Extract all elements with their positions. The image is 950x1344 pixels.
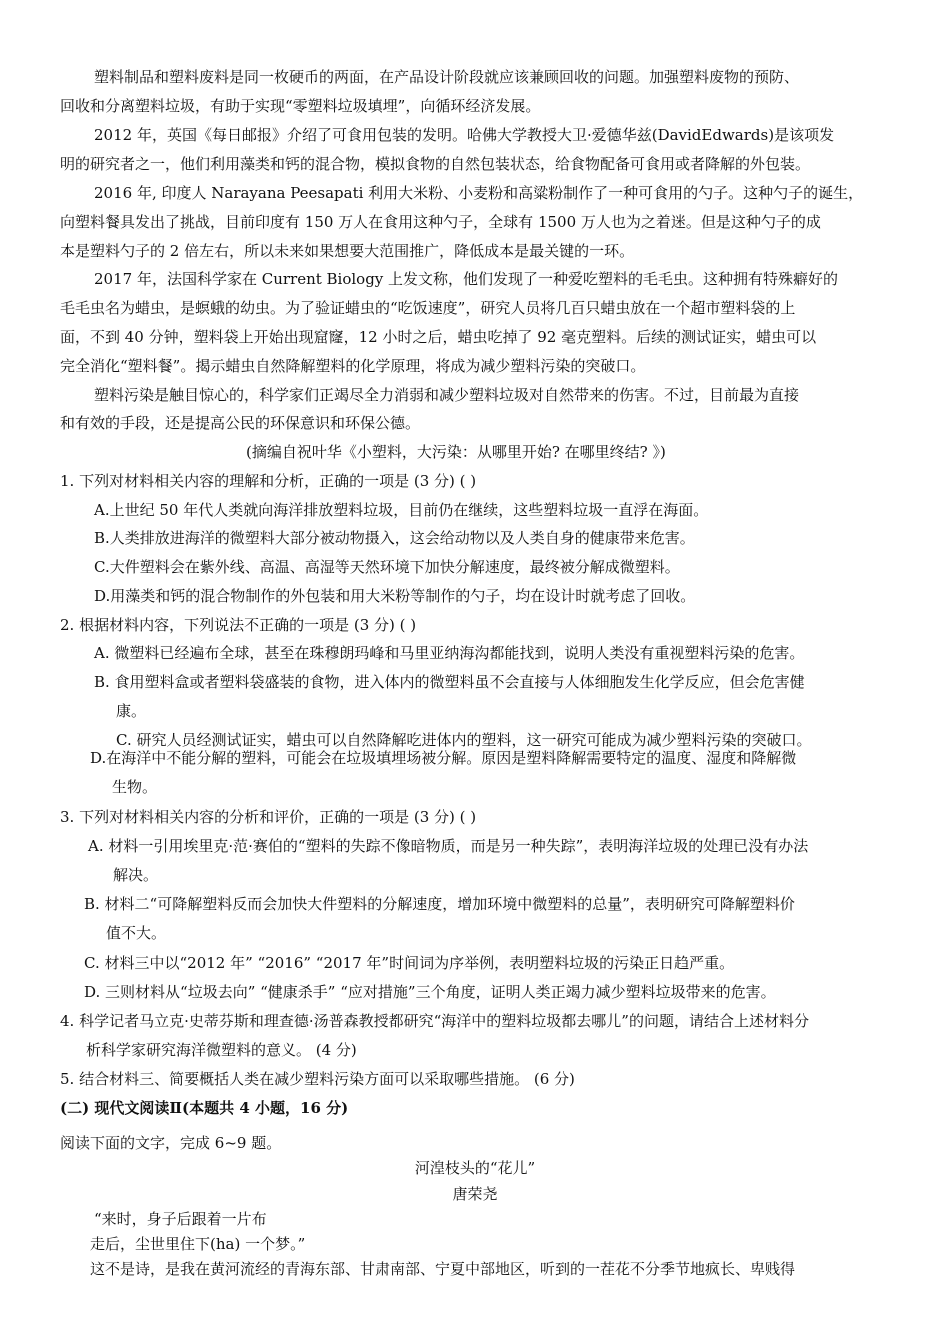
question-3-stem: 3. 下列对材料相关内容的分析和评价，正确的一项是 (3 分) ( ) <box>60 808 477 826</box>
story-verse-line: “来时，身子后跟着一片布 <box>94 1210 267 1228</box>
question-1-stem: 1. 下列对材料相关内容的理解和分析，正确的一项是 (3 分) ( ) <box>60 472 477 490</box>
q3-option-d: D. 三则材料从“垃圾去向” “健康杀手” “应对措施”三个角度，证明人类正竭力减少塑料垃圾带来的危害。 <box>84 983 776 1001</box>
q2-option-a: A. 微塑料已经遍布全球，甚至在珠穆朗玛峰和马里亚纳海沟都能找到，说明人类没有重视塑料污染的危害。 <box>94 644 805 662</box>
passage-line: 2017 年，法国科学家在 Current Biology 上发文称，他们发现了一种爱吃塑料的毛毛虫。这种拥有特殊癖好的 <box>94 270 839 288</box>
passage-line: 完全消化“塑料餐”。揭示蜡虫自然降解塑料的化学原理，将成为减少塑料污染的突破口。 <box>60 357 646 375</box>
q3-option-c: C. 材料三中以“2012 年” “2016” “2017 年”时间词为序举例，表明塑料垃圾的污染正日趋严重。 <box>84 954 735 972</box>
passage-line: 回收和分离塑料垃圾，有助于实现“零塑料垃圾填埋”，向循环经济发展。 <box>60 97 541 115</box>
passage-line: 2016 年, 印度人 Narayana Peesapati 利用大米粉、小麦粉和高粱粉制作了一种可食用的勺子。这种勺子的诞生， <box>94 184 864 202</box>
passage-line: 和有效的手段，还是提高公民的环保意识和环保公德。 <box>60 414 421 432</box>
story-verse-line: 走后，尘世里住下(ha) 一个梦。” <box>90 1235 306 1253</box>
q3-option-a: A. 材料一引用埃里克·范·赛伯的“塑料的失踪不像暗物质，而是另一种失踪”，表明海洋垃圾的处理已没有办法 <box>88 837 809 855</box>
passage-line: 向塑料餐具发出了挑战，目前印度有 150 万人在食用这种勺子，全球有 1500 万人也为之着迷。但是这种勺子的成 <box>60 213 821 231</box>
q1-option-b: B.人类排放进海洋的微塑料大部分被动物摄入，这会给动物以及人类自身的健康带来危害。 <box>94 529 695 547</box>
question-5: 5. 结合材料三、简要概括人类在减少塑料污染方面可以采取哪些措施。 (6 分) <box>60 1070 575 1088</box>
q3-option-b-cont: 值不大。 <box>106 924 167 942</box>
passage-line: 面，不到 40 分钟，塑料袋上开始出现窟窿，12 小时之后，蜡虫吃掉了 92 毫克塑料。后续的测试证实，蜡虫可以 <box>60 328 817 346</box>
passage-line: 塑料制品和塑料废料是同一枚硬币的两面，在产品设计阶段就应该兼顾回收的问题。加强塑料废物的预防、 <box>94 68 800 86</box>
q2-option-c: C. 研究人员经测试证实，蜡虫可以自然降解吃进体内的塑料，这一研究可能成为减少塑料污染的突破口。 <box>116 731 812 749</box>
source-citation: (摘编自祝叶华《小塑料，大污染：从哪里开始? 在哪里终结? 》) <box>246 443 666 461</box>
q3-option-b: B. 材料二“可降解塑料反而会加快大件塑料的分解速度，增加环境中微塑料的总量”，表明研究可降解塑料价 <box>84 895 795 913</box>
story-author: 唐荣尧 <box>452 1185 498 1203</box>
q2-option-b: B. 食用塑料盒或者塑料袋盛装的食物，进入体内的微塑料虽不会直接与人体细胞发生化学反应，但会危害健 <box>94 673 805 691</box>
q2-option-d-cont: 生物。 <box>112 778 158 796</box>
reading-instruction: 阅读下面的文字，完成 6~9 题。 <box>60 1134 282 1152</box>
section-header: (二) 现代文阅读Ⅱ(本题共 4 小题，16 分) <box>60 1099 349 1117</box>
passage-line: 2012 年，英国《每日邮报》介绍了可食用包装的发明。哈佛大学教授大卫·爱德华兹(DavidEdwards)是该项发 <box>94 126 835 144</box>
question-2-stem: 2. 根据材料内容，下列说法不正确的一项是 (3 分) ( ) <box>60 616 417 634</box>
passage-line: 本是塑料勺子的 2 倍左右，所以未来如果想要大范围推广，降低成本是最关键的一环。 <box>60 242 635 260</box>
q3-option-a-cont: 解决。 <box>113 866 159 884</box>
q2-option-b-cont: 康。 <box>116 702 147 720</box>
question-4: 4. 科学记者马立克·史蒂芬斯和理查德·汤普森教授都研究“海洋中的塑料垃圾都去哪儿”的问题，请结合上述材料分 <box>60 1012 809 1030</box>
q1-option-c: C.大件塑料会在紫外线、高温、高湿等天然环境下加快分解速度，最终被分解成微塑料。 <box>94 558 680 576</box>
story-title: 河湟枝头的“花儿” <box>414 1159 536 1177</box>
question-4-cont: 析科学家研究海洋微塑料的意义。 (4 分) <box>86 1041 357 1059</box>
q1-option-a: A.上世纪 50 年代人类就向海洋排放塑料垃圾，目前仍在继续，这些塑料垃圾一直浮在海面。 <box>94 501 709 519</box>
q2-option-d: D.在海洋中不能分解的塑料，可能会在垃圾填埋场被分解。原因是塑料降解需要特定的温度、湿度和降解微 <box>90 749 797 767</box>
passage-line: 毛毛虫名为蜡虫，是螟蛾的幼虫。为了验证蜡虫的“吃饭速度”，研究人员将几百只蜡虫放在一个超市塑料袋的上 <box>60 299 796 317</box>
passage-line: 塑料污染是触目惊心的，科学家们正竭尽全力消弱和减少塑料垃圾对自然带来的伤害。不过，目前最为直接 <box>94 386 800 404</box>
q1-option-d: D.用藻类和钙的混合物制作的外包装和用大米粉等制作的勺子，均在设计时就考虑了回收。 <box>94 587 696 605</box>
story-body-line: 这不是诗，是我在黄河流经的青海东部、甘肃南部、宁夏中部地区，听到的一茬花不分季节地疯长、卑贱得 <box>90 1260 796 1278</box>
passage-line: 明的研究者之一，他们利用藻类和钙的混合物，模拟食物的自然包装状态，给食物配备可食用或者降解的外包装。 <box>60 155 811 173</box>
